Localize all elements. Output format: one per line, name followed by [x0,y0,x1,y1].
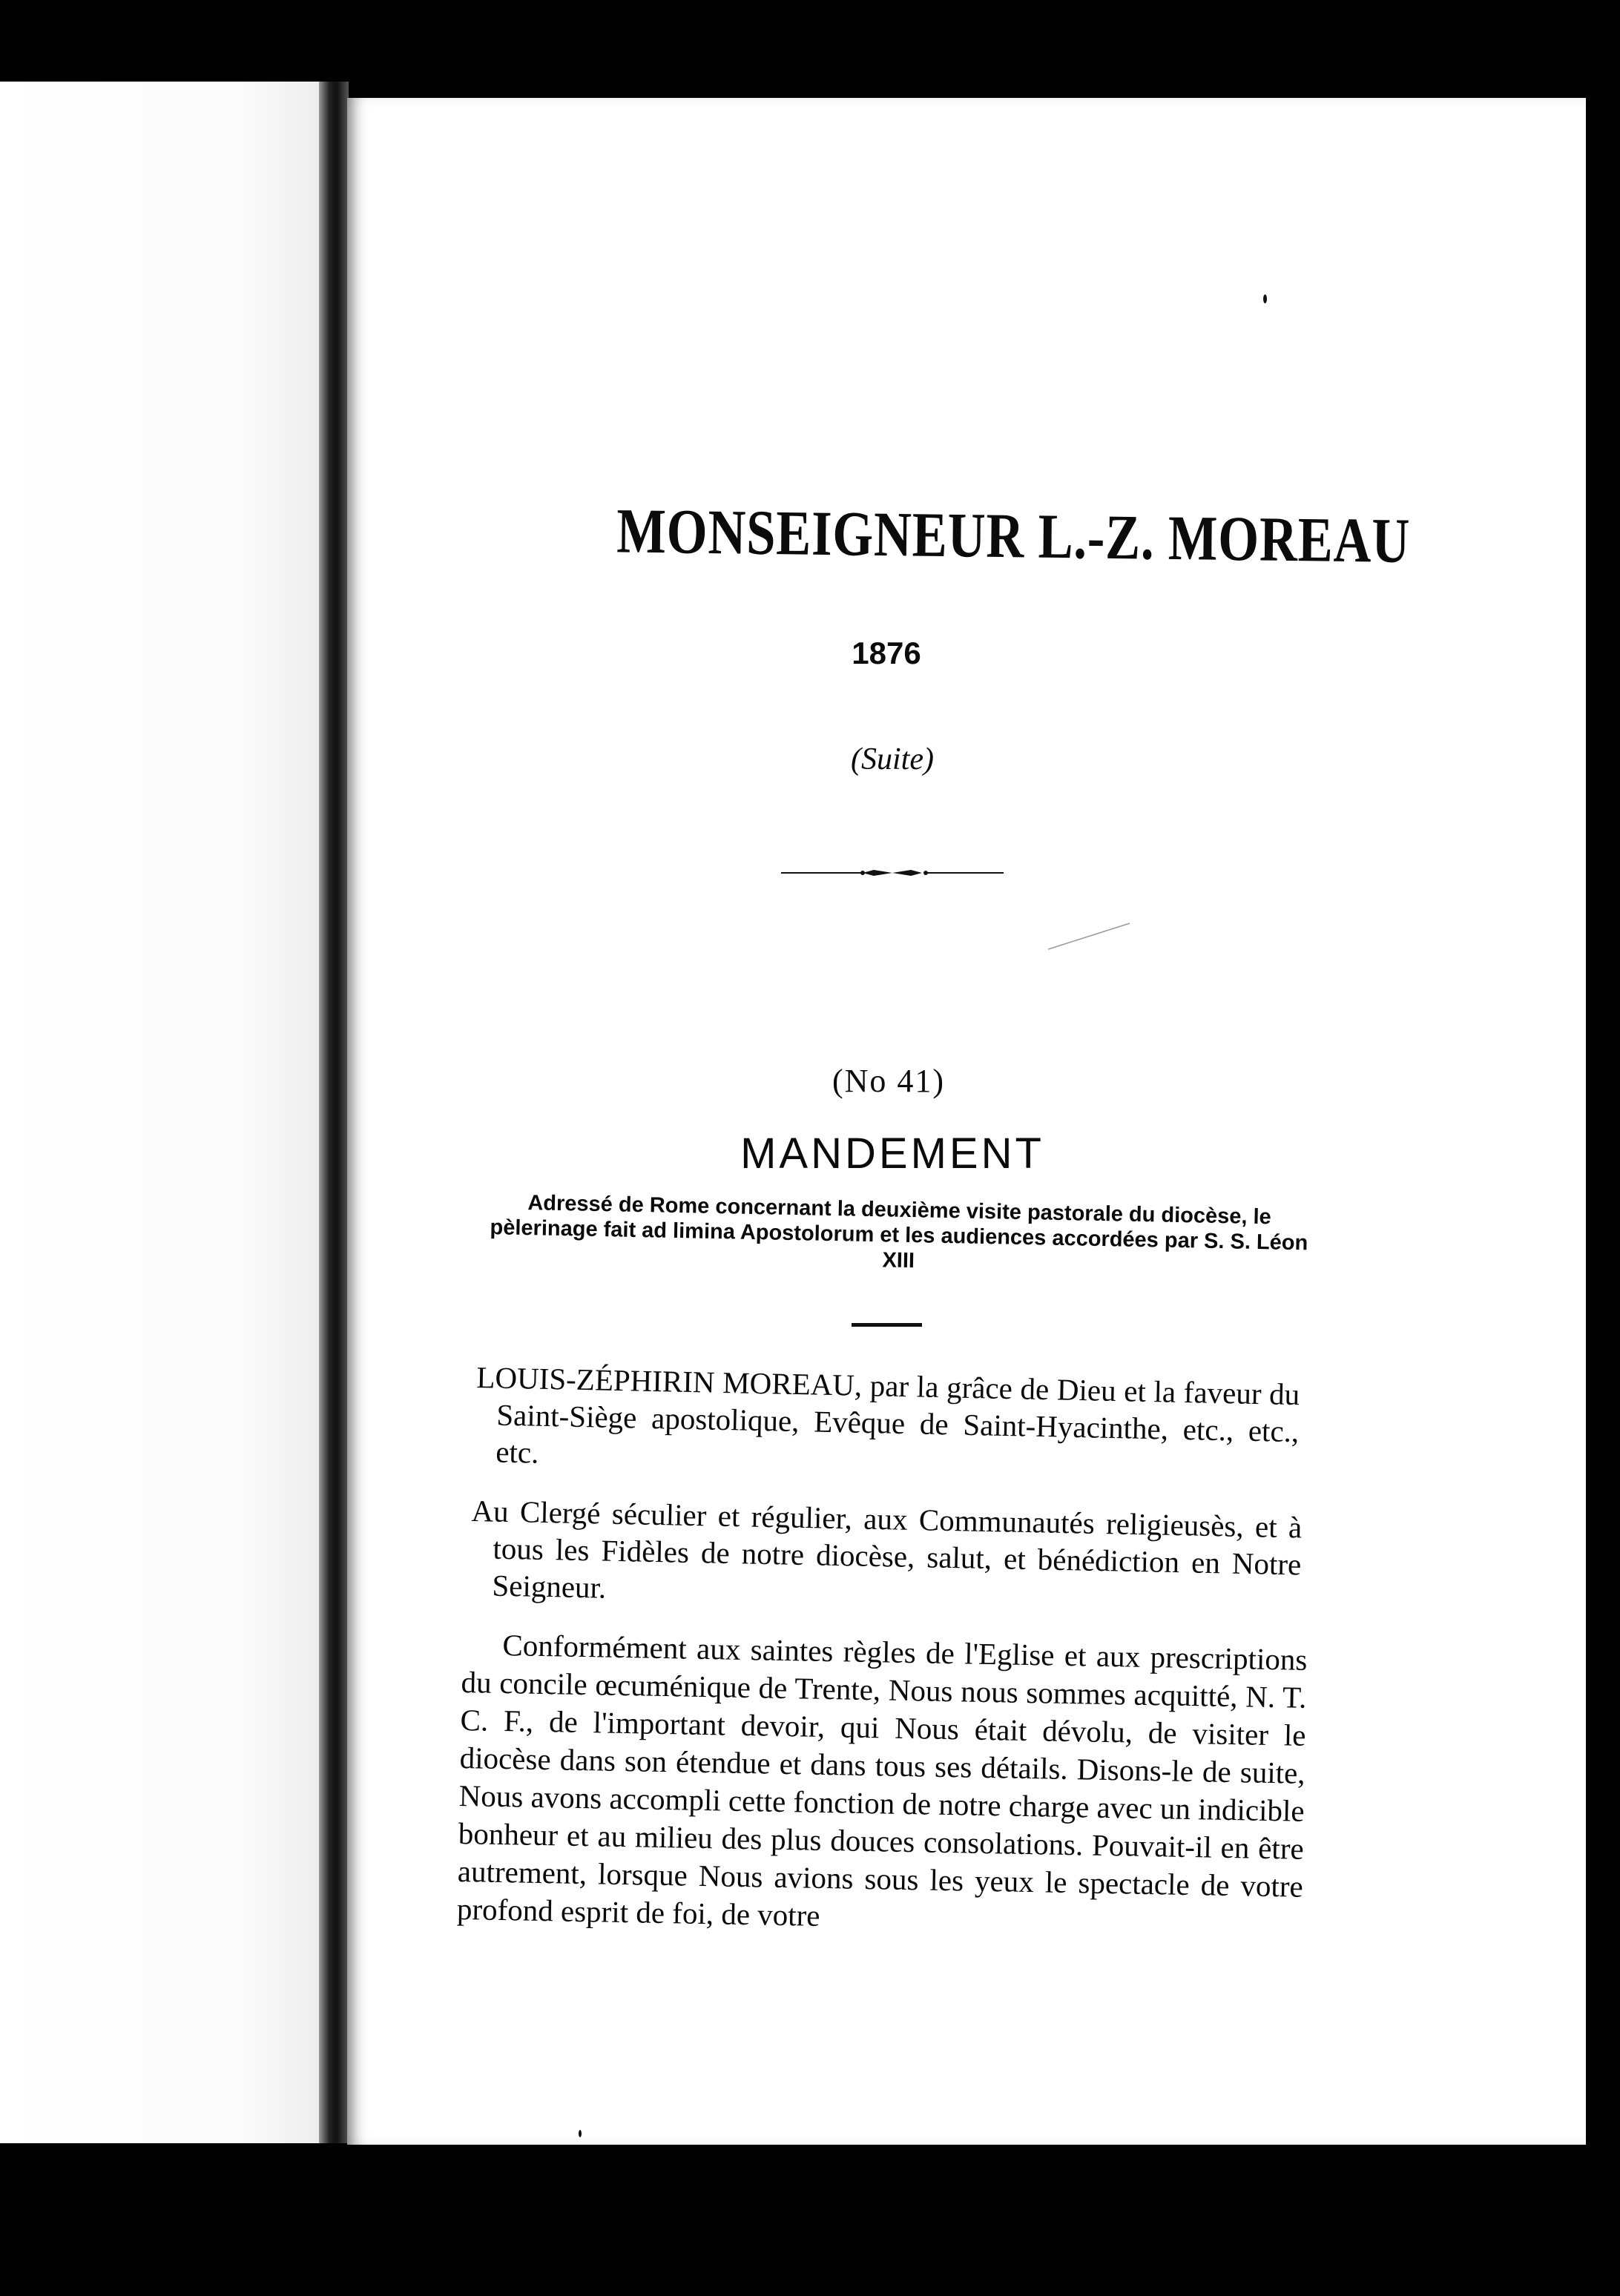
paragraph-salutation: LOUIS-ZÉPHIRIN MOREAU, par la grâce de Dieu et la faveur du Saint-Siège apostolique, Evêque de Saint-Hyacinthe, etc., etc., etc. [475,1359,1300,1470]
page-content [347,98,1586,2145]
document-heading: MANDEMENT [740,1129,1044,1178]
stray-pencil-mark [1044,921,1133,951]
paragraph-address: Au Clergé séculier et régulier, aux Communautés religieusès, et à tous les Fidèles de notre diocèse, salut, et bénédiction en Notre Seigneur. [471,1493,1303,1605]
right-page [347,98,1586,2145]
ornament-divider [781,862,1004,884]
document-number: (No 41) [832,1063,946,1099]
speck-mark [579,2130,582,2137]
continued-label: (Suite) [851,742,934,776]
left-facing-page [0,82,349,2143]
speck-mark [1263,294,1267,303]
short-rule [852,1323,922,1327]
book-gutter [319,82,349,2143]
paragraph-body: Conformément aux saintes règles de l'Eglise et aux prescriptions du concile œcuménique de Trente, Nous nous sommes acquitté, N. T. C. F., de l'important devoir, qui Nous était dévolu, de visiter le diocèse dans son étendue et dans tous ses détails. Disons-le de suite, Nous avons accompli cette fonction de notre charge avec un indicible bonheur et au milieu des plus douces consolations. Pouvait-il en être autrement, lorsque Nous avions sous les yeux le spectacle de votre profond esprit de foi, de votre [456,1628,1308,1933]
document-subtitle: Adressé de Rome concernant la deuxième visite pastorale du diocèse, le pèlerinage fait ad limina Apostolorum et les audiences accordées par S. S. Léon XIII [490,1191,1308,1273]
year: 1876 [852,636,921,670]
running-title: MONSEIGNEUR L.-Z. MOREAU [616,495,1411,577]
